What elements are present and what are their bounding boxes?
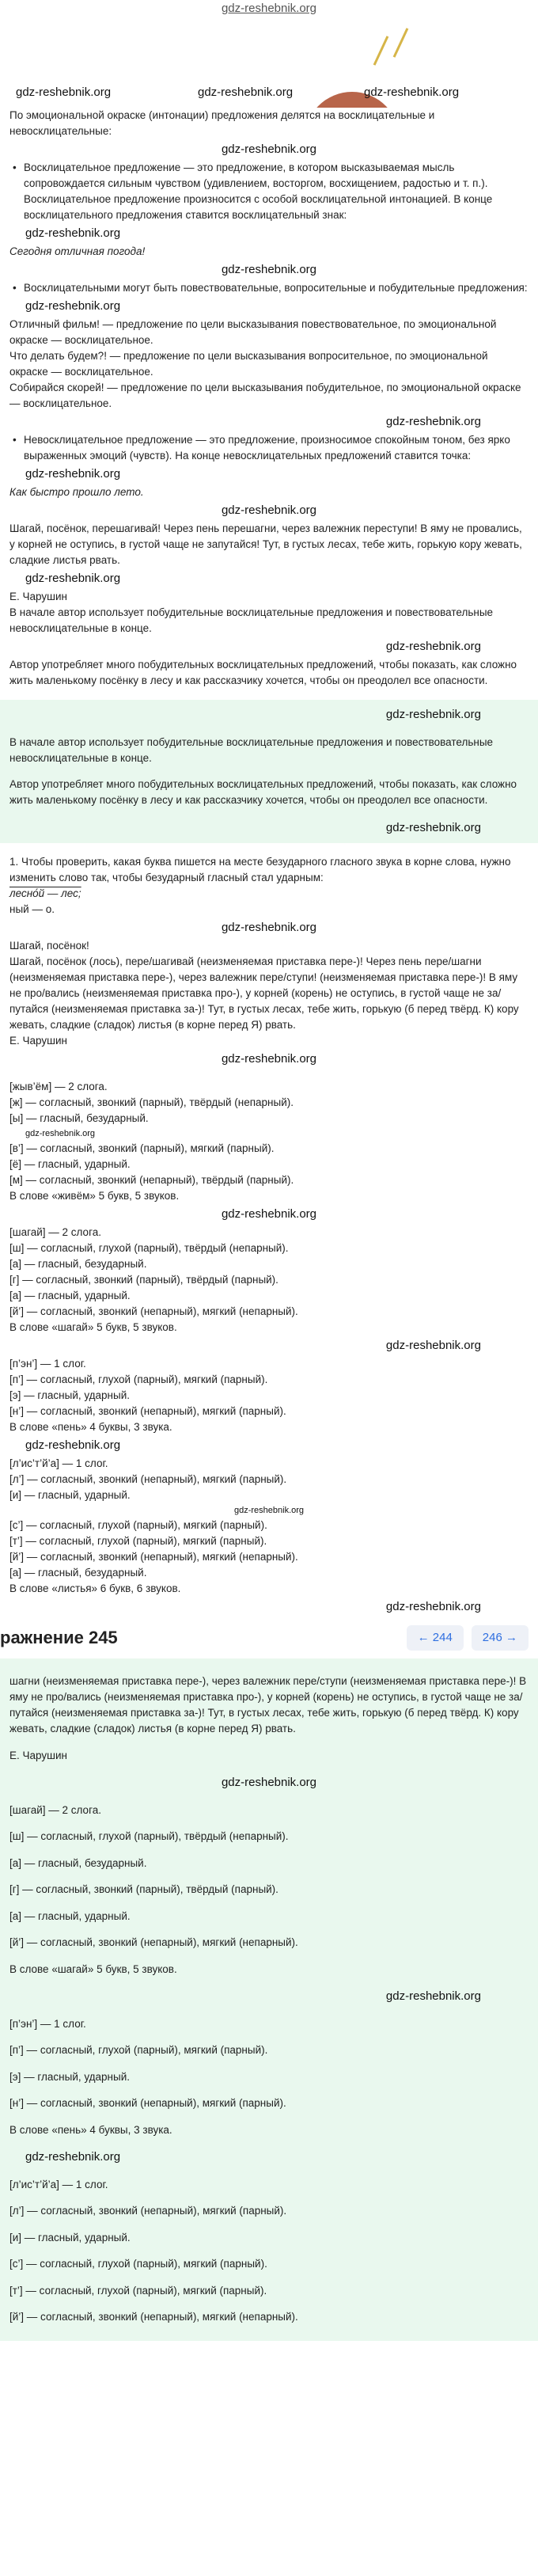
text-author: Е. Чарушин [9, 591, 67, 602]
analysis-row: [ж] — согласный, звонкий (парный), твёрдый (непарный). [9, 1096, 294, 1108]
exercise-nav [407, 1625, 529, 1651]
analysis-row: [й’] — согласный, звонкий (непарный), мягкий (непарный). [9, 1550, 298, 1563]
analysis-row: [и] — гласный, ударный. [9, 2231, 131, 2244]
watermark: gdz-reshebnik.org [221, 263, 317, 276]
answer-p1: В начале автор использует побудительные восклицательные предложения и повествовательные невосклицательные в конце. [9, 606, 494, 634]
analysis-row: [с’] — согласный, глухой (парный), мягкий (парный). [9, 2258, 267, 2270]
exclamatory-definition: • Восклицательное предложение — это предложение, в котором высказываемая мысль сопровождается сильным чувством (удивлением, восторгом, восхищением, радостью и т. п.). Восклицательное предложение произносится с особой восклицательной интонацией. В конце восклицательного предложения ставится восклицательный знак: [9, 160, 529, 223]
answer-p2-repeat: Автор употребляет много побудительных восклицательных предложений, чтобы показать, как сложно жить маленькому посёнку в лесу и как рассказчику хочется, чтобы он преодолел все опасности. [9, 778, 517, 806]
exclamatory-types: • Восклицательными могут быть повествовательные, вопросительные и побудительные предложения: [9, 280, 529, 296]
analysis-row: [ё] — гласный, ударный. [9, 1157, 131, 1170]
text-marked: шагни (неизменяемая приставка пере-), через валежник пере/ступи (неизменяемая приставка пере-)! В яму не про/вались (неизменяемая приставка про-), у корней (корень) не оступись, в густой чаще не за/путайся (неизменяемая приставка за-)! Тут, в густых лесах, тебе жить, горькую (б перед твёрд. К) кору жевать, сладкие (сладок) листья (в корне перед Я) рвать. [9, 1675, 527, 1734]
word-scheme-2: ный — о. [9, 902, 55, 915]
word-analysis [9, 1356, 529, 1435]
word-scheme: лесно́й — лес; [9, 887, 81, 899]
watermark: gdz-reshebnik.org [385, 640, 481, 653]
decor-stroke [373, 36, 389, 66]
analysis-row: [и] — гласный, ударный. [9, 1488, 131, 1501]
word-analysis [9, 2016, 529, 2138]
watermark: gdz-reshebnik.org [364, 85, 460, 99]
watermark: gdz-reshebnik.org [385, 708, 481, 721]
text-heading: Шагай, посёнок! [9, 939, 89, 952]
watermark: gdz-reshebnik.org [25, 299, 121, 313]
watermark: gdz-reshebnik.org [25, 572, 121, 585]
prev-exercise-button[interactable]: ← 244 [407, 1625, 464, 1651]
watermark: gdz-reshebnik.org [16, 85, 112, 99]
analysis-row: [ш] — согласный, глухой (парный), твёрдый (непарный). [9, 1830, 289, 1842]
example-2: Что делать будем?! — предложение по цели высказывания вопросительное, по эмоциональной окраске — восклицательное. [9, 350, 488, 378]
analysis-header: [шагай] — 2 слога. [9, 1803, 101, 1816]
answer-highlight-2 [0, 1658, 538, 2341]
analysis-row: [э] — гласный, ударный. [9, 1389, 131, 1401]
text-author: Е. Чарушин [9, 1034, 67, 1047]
example-sentence: Сегодня отличная погода! [9, 245, 146, 257]
analysis-summary: В слове «листья» 6 букв, 6 звуков. [9, 1582, 181, 1594]
analysis-row: [г] — согласный, звонкий (парный), твёрдый (парный). [9, 1273, 278, 1286]
theory-intro: По эмоциональной окраске (интонации) предложения делятся на восклицательные и невосклицательные: [9, 109, 435, 137]
watermark: gdz-reshebnik.org [25, 1438, 121, 1452]
analysis-header: [л’ис’т’й’а] — 1 слог. [9, 1457, 108, 1469]
watermark: gdz-reshebnik.org [25, 467, 121, 481]
analysis-row: [л’] — согласный, звонкий (непарный), мягкий (парный). [9, 1472, 287, 1485]
watermark: gdz-reshebnik.org [221, 142, 317, 156]
analysis-row: [а] — гласный, безударный. [9, 1257, 147, 1270]
watermark: gdz-reshebnik.org [25, 2150, 121, 2164]
analysis-summary: В слове «пень» 4 буквы, 3 звука. [9, 2123, 172, 2136]
phonetics-section [0, 1079, 538, 1616]
watermark: gdz-reshebnik.org [25, 226, 121, 240]
watermark: gdz-reshebnik.org [385, 820, 481, 834]
example-3: Собирайся скорей! — предложение по цели высказывания побудительное, по эмоциональной окраске — восклицательное. [9, 382, 521, 409]
watermark: gdz-reshebnik.org [221, 503, 317, 517]
analysis-row: [т’] — согласный, глухой (парный), мягкий (парный). [9, 1534, 267, 1547]
text-main: Шагай, посёнок, перешагивай! Через пень перешагни, через валежник переступи! В яму не провались, у корней не оступись, в густой чаще не запутайся! Тут, в густых лесах, тебе жить, горькую кору жевать, сладкие листья рвать. [9, 522, 522, 566]
watermark: gdz-reshebnik.org [385, 1338, 481, 1352]
word-analysis [9, 1803, 529, 1978]
analysis-row: [п’] — согласный, глухой (парный), мягкий (парный). [9, 1373, 268, 1385]
task-section [0, 854, 538, 1068]
nonexclamatory-definition: • Невосклицательное предложение — это предложение, произносимое спокойным тоном, без ярко выраженных эмоций (чувств). На конце невосклицательных предложений ставится точка: [9, 432, 529, 464]
text-author: Е. Чарушин [9, 1749, 67, 1761]
watermark: gdz-reshebnik.org [221, 1051, 317, 1066]
watermark: gdz-reshebnik.org [221, 1206, 317, 1221]
word-analysis [9, 1079, 529, 1204]
analysis-row: [н’] — согласный, звонкий (непарный), мягкий (парный). [9, 2097, 286, 2109]
analysis-summary: В слове «пень» 4 буквы, 3 звука. [9, 1420, 172, 1433]
analysis-row: [л’] — согласный, звонкий (непарный), мягкий (парный). [9, 2205, 287, 2217]
theory-section [0, 108, 538, 689]
example-1: Отличный фильм! — предложение по цели высказывания повествовательное, по эмоциональной окраске — восклицательное. [9, 318, 497, 346]
analysis-row: [а] — гласный, безударный. [9, 1566, 147, 1579]
analysis-header: [жыв’ём] — 2 слога. [9, 1080, 108, 1092]
site-header[interactable] [0, 0, 538, 19]
analysis-row: [й’] — согласный, звонкий (непарный), мягкий (непарный). [9, 1936, 298, 1948]
watermark: gdz-reshebnik.org [221, 1776, 317, 1789]
analysis-row: [й’] — согласный, звонкий (непарный), мягкий (непарный). [9, 1305, 298, 1317]
analysis-row: [ш] — согласный, глухой (парный), твёрдый (непарный). [9, 1241, 289, 1254]
answer-p2: Автор употребляет много побудительных восклицательных предложений, чтобы показать, как сложно жить маленькому посёнку в лесу и как рассказчику хочется, чтобы он преодолел все опасности. [9, 659, 517, 686]
watermark: gdz-reshebnik.org [385, 1989, 481, 2003]
analysis-header: [п’эн’] — 1 слог. [9, 1357, 86, 1370]
analysis-row: [п’] — согласный, глухой (парный), мягкий (парный). [9, 2044, 268, 2056]
decor-stroke [393, 28, 409, 58]
analysis-row: [т’] — согласный, глухой (парный), мягкий (парный). [9, 2284, 267, 2297]
word-analysis [9, 1225, 529, 1335]
analysis-row: [а] — гласный, безударный. [9, 1856, 147, 1869]
analysis-row: [в’] — согласный, звонкий (парный), мягкий (парный). [9, 1142, 275, 1154]
watermark: gdz-reshebnik.org [385, 1599, 481, 1613]
watermark: gdz-reshebnik.org [198, 85, 294, 99]
hero-banner [0, 19, 538, 108]
analysis-row: [э] — гласный, ударный. [9, 2070, 131, 2083]
answer-p1-repeat: В начале автор использует побудительные восклицательные предложения и повествовательные невосклицательные в конце. [9, 735, 494, 764]
analysis-row: [г] — согласный, звонкий (парный), твёрдый (парный). [9, 1883, 278, 1895]
example-sentence: Как быстро прошло лето. [9, 486, 144, 498]
analysis-row: [ы] — гласный, безударный. [9, 1111, 149, 1124]
analysis-row: [й’] — согласный, звонкий (непарный), мягкий (непарный). [9, 2311, 298, 2323]
exercise-header [0, 1617, 538, 1658]
analysis-summary: В слове «шагай» 5 букв, 5 звуков. [9, 1962, 177, 1975]
watermark: gdz-reshebnik.org [233, 1505, 305, 1515]
analysis-header: [л’ис’т’й’а] — 1 слог. [9, 2178, 108, 2190]
analysis-row: [н’] — согласный, звонкий (непарный), мягкий (парный). [9, 1404, 286, 1417]
site-domain[interactable]: gdz-reshebnik.org [221, 2, 317, 15]
analysis-header: [шагай] — 2 слога. [9, 1225, 101, 1238]
analysis-summary: В слове «живём» 5 букв, 5 звуков. [9, 1189, 180, 1202]
analysis-header: [п’эн’] — 1 слог. [9, 2017, 86, 2030]
task-1: 1. Чтобы проверить, какая буква пишется на месте безударного гласного звука в корне слова, нужно изменить слово так, чтобы безударный гласный стал ударным: [9, 855, 511, 883]
analysis-row: [а] — гласный, ударный. [9, 1909, 131, 1922]
analysis-row: [а] — гласный, ударный. [9, 1289, 131, 1301]
next-exercise-button[interactable]: 246 → [472, 1625, 529, 1651]
analysis-summary: В слове «шагай» 5 букв, 5 звуков. [9, 1320, 177, 1333]
answer-highlight [0, 700, 538, 843]
watermark: gdz-reshebnik.org [25, 1128, 96, 1138]
watermark: gdz-reshebnik.org [385, 415, 481, 428]
watermark: gdz-reshebnik.org [221, 920, 317, 934]
exercise-title: ражнение 245 [0, 1627, 118, 1647]
analysis-row: [с’] — согласный, глухой (парный), мягкий (парный). [9, 1518, 267, 1531]
analysis-row: [м] — согласный, звонкий (непарный), твёрдый (парный). [9, 1173, 294, 1186]
text-marked: Шагай, посёнок (лось), пере/шагивай (неизменяемая приставка пере-)! Через пень пере/шагни (неизменяемая приставка пере-), через валежник пере/ступи! (неизменяемая приставка пере-)! В яму не про/вались (неизменяемая приставка про-), у корней (корень) не оступись, в густой чаще не за/путайся (неизменяемая приставка за-)! Тут, в густых лесах, тебе жить, горькую (б перед твёрд. К) кору жевать, сладкие (сладок) листья (в корне перед Я) рвать. [9, 955, 519, 1031]
word-analysis [9, 1456, 529, 1597]
word-analysis [9, 2177, 529, 2326]
